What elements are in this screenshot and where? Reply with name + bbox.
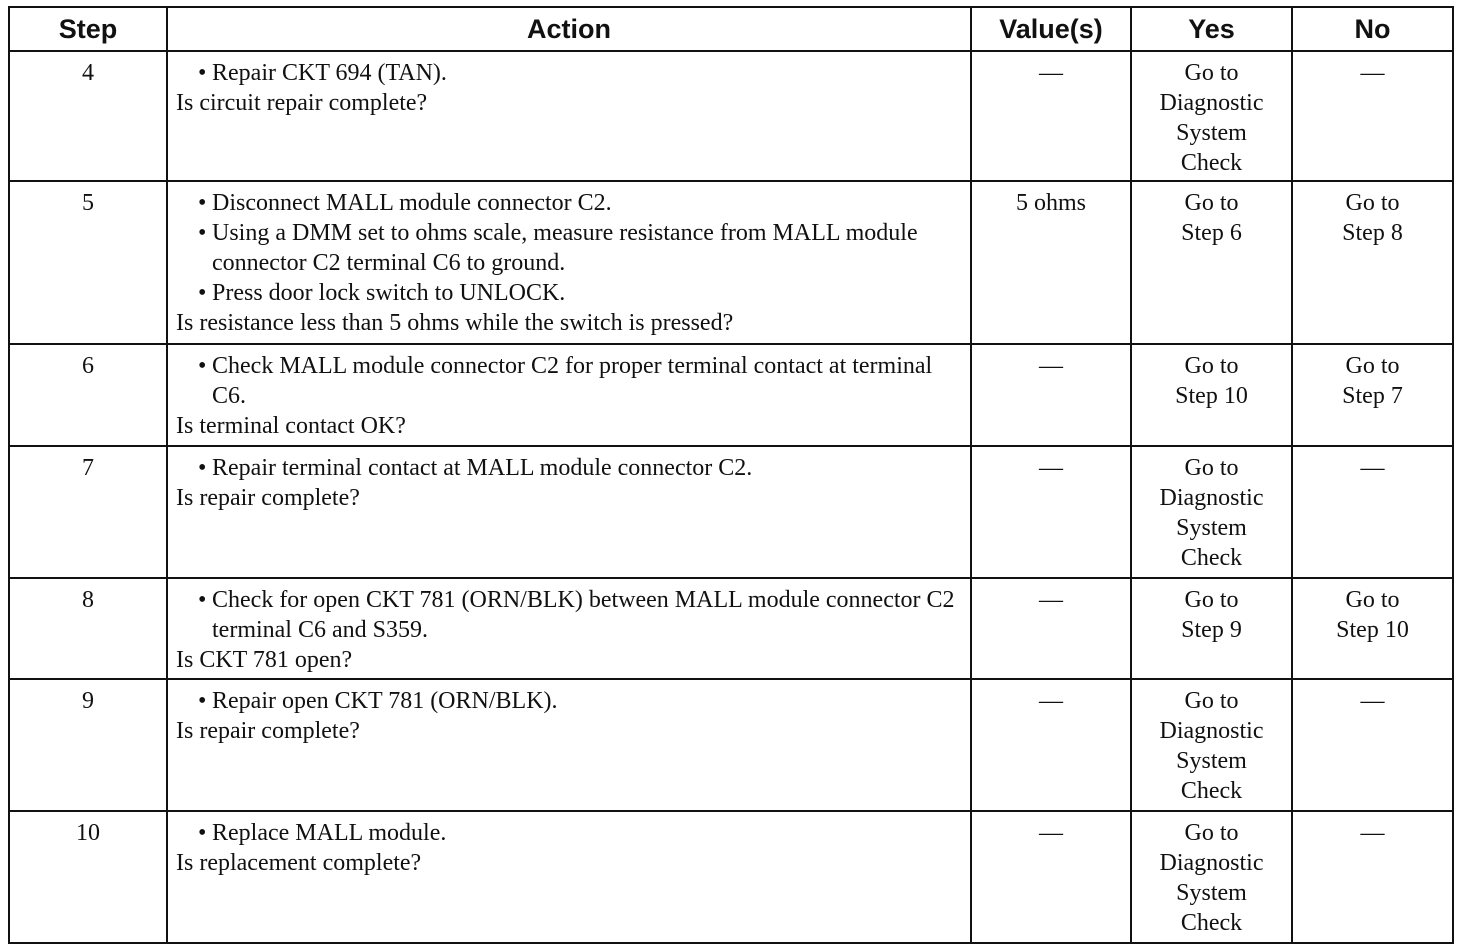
header-yes: Yes bbox=[1131, 7, 1292, 51]
yes-line: Go to bbox=[1184, 190, 1239, 216]
bullet-icon: • bbox=[198, 688, 207, 714]
yes-line: System bbox=[1176, 515, 1247, 541]
action-bullet bbox=[176, 585, 964, 645]
yes-line: System bbox=[1176, 748, 1247, 774]
step-number: 9 bbox=[9, 679, 167, 811]
no-cell bbox=[1292, 811, 1453, 943]
no-cell bbox=[1292, 181, 1453, 344]
yes-line: Check bbox=[1180, 150, 1243, 176]
bullet-text: Repair CKT 694 (TAN). bbox=[212, 60, 447, 86]
value-cell: — bbox=[971, 679, 1131, 811]
yes-line: Diagnostic bbox=[1159, 850, 1264, 876]
value-cell: — bbox=[971, 811, 1131, 943]
yes-line: Check bbox=[1180, 910, 1243, 936]
bullet-text: Check for open CKT 781 (ORN/BLK) between MALL module connector C2 terminal C6 and S359. bbox=[212, 587, 955, 643]
yes-line: Go to bbox=[1184, 820, 1239, 846]
no-line: Go to bbox=[1345, 190, 1400, 216]
no-cell bbox=[1292, 344, 1453, 446]
no-line: Step 10 bbox=[1336, 617, 1409, 643]
yes-line: Diagnostic bbox=[1159, 90, 1264, 116]
no-line: Go to bbox=[1345, 353, 1400, 379]
table-row bbox=[9, 344, 1453, 446]
no-cell bbox=[1292, 446, 1453, 578]
table-row bbox=[9, 811, 1453, 943]
value-cell: 5 ohms bbox=[971, 181, 1131, 344]
header-row bbox=[9, 7, 1453, 51]
value-cell: — bbox=[971, 344, 1131, 446]
action-cell bbox=[167, 679, 971, 811]
no-line: — bbox=[1360, 455, 1385, 481]
yes-line: Go to bbox=[1184, 688, 1239, 714]
yes-line: Go to bbox=[1184, 60, 1239, 86]
action-bullet bbox=[176, 278, 964, 308]
bullet-icon: • bbox=[198, 190, 207, 216]
header-values: Value(s) bbox=[971, 7, 1131, 51]
no-cell bbox=[1292, 51, 1453, 181]
action-bullet bbox=[176, 453, 964, 483]
bullet-icon: • bbox=[198, 280, 207, 306]
header-no: No bbox=[1292, 7, 1453, 51]
diagnostic-table bbox=[8, 6, 1454, 944]
step-number: 6 bbox=[9, 344, 167, 446]
step-number: 4 bbox=[9, 51, 167, 181]
step-number: 5 bbox=[9, 181, 167, 344]
no-line: Go to bbox=[1345, 587, 1400, 613]
yes-line: Step 6 bbox=[1181, 220, 1242, 246]
action-question: Is replacement complete? bbox=[176, 850, 422, 876]
yes-line: Check bbox=[1180, 778, 1243, 804]
action-question: Is CKT 781 open? bbox=[176, 647, 353, 673]
action-cell bbox=[167, 181, 971, 344]
action-bullet bbox=[176, 58, 964, 88]
bullet-text: Repair terminal contact at MALL module connector C2. bbox=[212, 455, 753, 481]
no-cell bbox=[1292, 679, 1453, 811]
yes-line: System bbox=[1176, 120, 1247, 146]
yes-cell bbox=[1131, 344, 1292, 446]
yes-line: Go to bbox=[1184, 455, 1239, 481]
bullet-icon: • bbox=[198, 820, 207, 846]
action-cell bbox=[167, 578, 971, 679]
value-cell: — bbox=[971, 578, 1131, 679]
table-row bbox=[9, 679, 1453, 811]
no-line: — bbox=[1360, 688, 1385, 714]
bullet-icon: • bbox=[198, 587, 207, 613]
action-question: Is terminal contact OK? bbox=[176, 413, 406, 439]
bullet-text: Press door lock switch to UNLOCK. bbox=[212, 280, 566, 306]
yes-line: Step 10 bbox=[1175, 383, 1248, 409]
action-cell bbox=[167, 446, 971, 578]
action-bullet bbox=[176, 818, 964, 848]
action-question: Is circuit repair complete? bbox=[176, 90, 428, 116]
yes-line: Go to bbox=[1184, 353, 1239, 379]
bullet-text: Disconnect MALL module connector C2. bbox=[212, 190, 612, 216]
bullet-text: Using a DMM set to ohms scale, measure resistance from MALL module connector C2 terminal C6 to ground. bbox=[212, 220, 918, 276]
bullet-text: Check MALL module connector C2 for proper terminal contact at terminal C6. bbox=[212, 353, 933, 409]
yes-line: Go to bbox=[1184, 587, 1239, 613]
yes-line: Step 9 bbox=[1181, 617, 1242, 643]
bullet-icon: • bbox=[198, 353, 207, 379]
table-body bbox=[9, 51, 1453, 943]
action-bullet bbox=[176, 218, 964, 278]
step-number: 8 bbox=[9, 578, 167, 679]
yes-cell bbox=[1131, 578, 1292, 679]
yes-cell bbox=[1131, 51, 1292, 181]
table-row bbox=[9, 181, 1453, 344]
action-bullet bbox=[176, 188, 964, 218]
action-bullet bbox=[176, 351, 964, 411]
bullet-icon: • bbox=[198, 60, 207, 86]
header-step: Step bbox=[9, 7, 167, 51]
action-cell bbox=[167, 51, 971, 181]
bullet-text: Repair open CKT 781 (ORN/BLK). bbox=[212, 688, 558, 714]
yes-cell bbox=[1131, 811, 1292, 943]
no-cell bbox=[1292, 578, 1453, 679]
action-bullet bbox=[176, 686, 964, 716]
action-question: Is repair complete? bbox=[176, 718, 360, 744]
yes-line: Check bbox=[1180, 545, 1243, 571]
header-action: Action bbox=[167, 7, 971, 51]
yes-line: System bbox=[1176, 880, 1247, 906]
action-cell bbox=[167, 811, 971, 943]
bullet-icon: • bbox=[198, 220, 207, 246]
yes-cell bbox=[1131, 181, 1292, 344]
no-line: — bbox=[1360, 60, 1385, 86]
table-row bbox=[9, 578, 1453, 679]
bullet-icon: • bbox=[198, 455, 207, 481]
table-row bbox=[9, 51, 1453, 181]
no-line: Step 8 bbox=[1342, 220, 1403, 246]
step-number: 10 bbox=[9, 811, 167, 943]
value-cell: — bbox=[971, 51, 1131, 181]
table-row bbox=[9, 446, 1453, 578]
yes-cell bbox=[1131, 679, 1292, 811]
no-line: Step 7 bbox=[1342, 383, 1403, 409]
action-question: Is resistance less than 5 ohms while the switch is pressed? bbox=[176, 310, 734, 336]
yes-cell bbox=[1131, 446, 1292, 578]
yes-line: Diagnostic bbox=[1159, 718, 1264, 744]
yes-line: Diagnostic bbox=[1159, 485, 1264, 511]
action-cell bbox=[167, 344, 971, 446]
action-question: Is repair complete? bbox=[176, 485, 360, 511]
step-number: 7 bbox=[9, 446, 167, 578]
value-cell: — bbox=[971, 446, 1131, 578]
bullet-text: Replace MALL module. bbox=[212, 820, 447, 846]
no-line: — bbox=[1360, 820, 1385, 846]
